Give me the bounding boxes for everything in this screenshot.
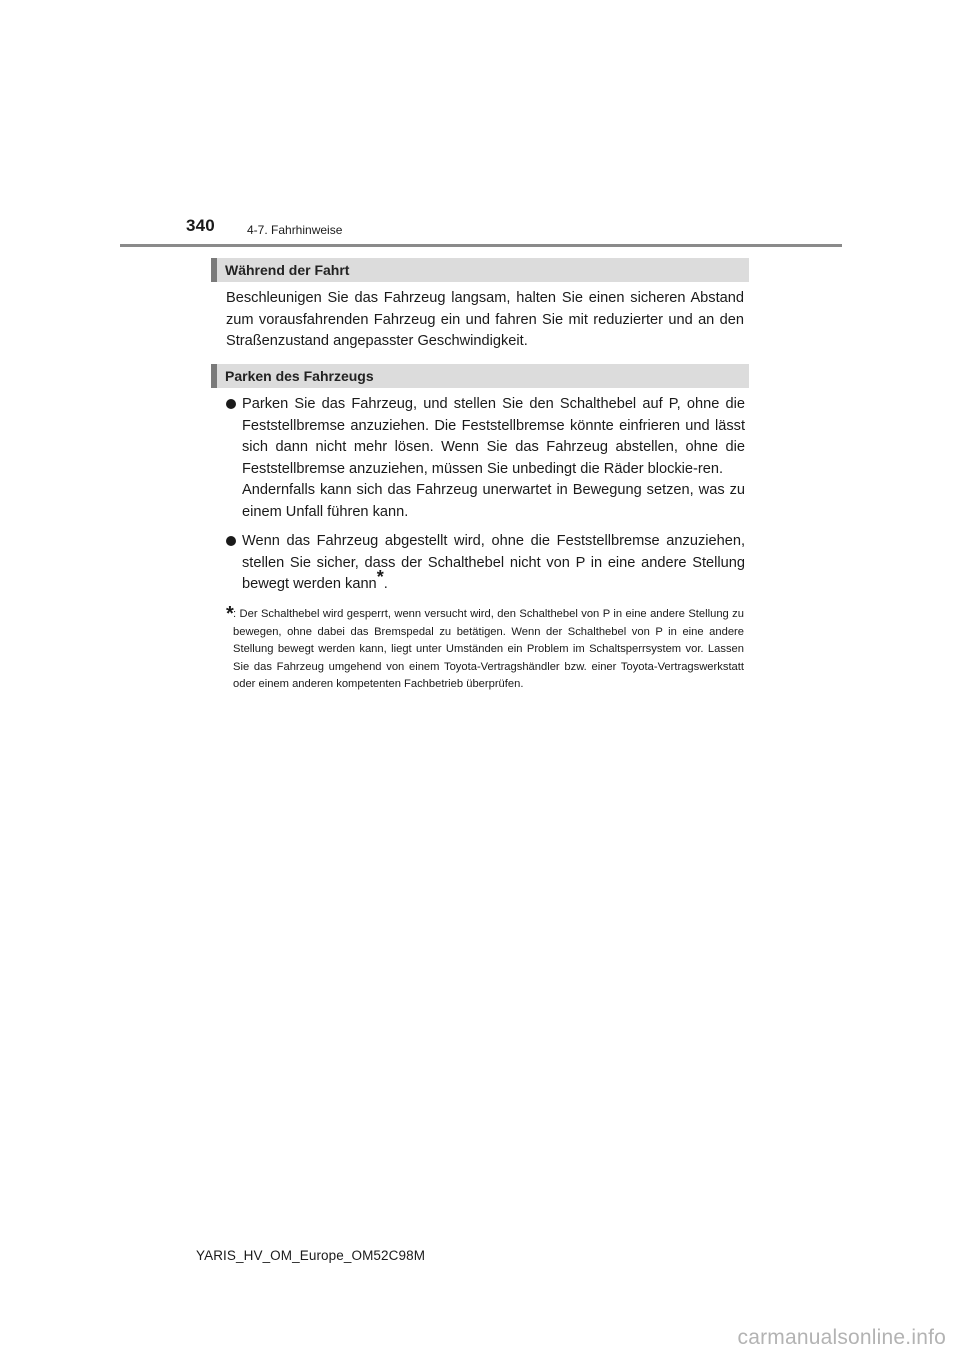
heading-text: Während der Fahrt (225, 262, 350, 278)
footnote-marker: * (226, 603, 234, 625)
bullet-dot-icon (226, 399, 236, 409)
driving-paragraph: Beschleunigen Sie das Fahrzeug langsam, halten Sie einen sicheren Abstand zum vorausfahrenden Fahrzeug ein und fahren Sie mit reduzierter und an den Straßenzustand angepasster Geschwindigkeit. (226, 290, 744, 349)
watermark: carmanualsonline.info (737, 1326, 946, 1349)
bullet-continuation: Andernfalls kann sich das Fahrzeug unerwartet in Bewegung setzen, was zu einem Unfall führen kann. (242, 482, 745, 520)
bullet-text: Parken Sie das Fahrzeug, und stellen Sie den Schalthebel auf P, ohne die Feststellbremse anzuziehen. Die Feststellbremse könnte einfrieren und lässt sich dann nicht mehr lösen. Wenn Sie das Fahrzeug abstellen, ohne die Feststellbremse anzuziehen, müssen Sie unbedingt die Räder blockie-ren. (242, 396, 745, 477)
bullet-text: Wenn das Fahrzeug abgestellt wird, ohne die Feststellbremse anzuziehen, stellen Sie sicher, dass der Schalthebel nicht von P in eine andere Stellung bewegt werden kann (242, 533, 745, 592)
footnote (226, 603, 744, 694)
page-number: 340 (186, 216, 215, 235)
heading-text: Parken des Fahrzeugs (225, 368, 374, 384)
footnote-reference: * (376, 567, 384, 587)
heading-waehrend-der-fahrt (211, 258, 749, 282)
document-code: YARIS_HV_OM_Europe_OM52C98M (196, 1248, 426, 1263)
heading-parken-des-fahrzeugs (211, 364, 749, 388)
bullet-dot-icon (226, 536, 236, 546)
footnote-text: : Der Schalthebel wird gesperrt, wenn versucht wird, den Schalthebel von P in eine andere Stellung zu bewegen, ohne dabei das Bremspedal zu betätigen. Wenn der Schalthebel von P in eine andere Stellung bewegt werden kann, liegt unter Umständen ein Problem im Schaltsperrsystem vor. Lassen Sie das Fahrzeug umgehend von einem Toyota-Vertragshändler bzw. einer Toyota-Vertragswerkstatt oder einem anderen kompetenten Fachbetrieb überprüfen. (233, 608, 744, 691)
header-divider (120, 244, 842, 247)
list-item (226, 531, 745, 596)
list-item (226, 394, 745, 523)
bullet-end: . (383, 576, 388, 592)
section-title: 4-7. Fahrhinweise (247, 223, 343, 237)
bullet-text-wrapper (242, 531, 745, 596)
parking-bullet-list (226, 394, 745, 604)
